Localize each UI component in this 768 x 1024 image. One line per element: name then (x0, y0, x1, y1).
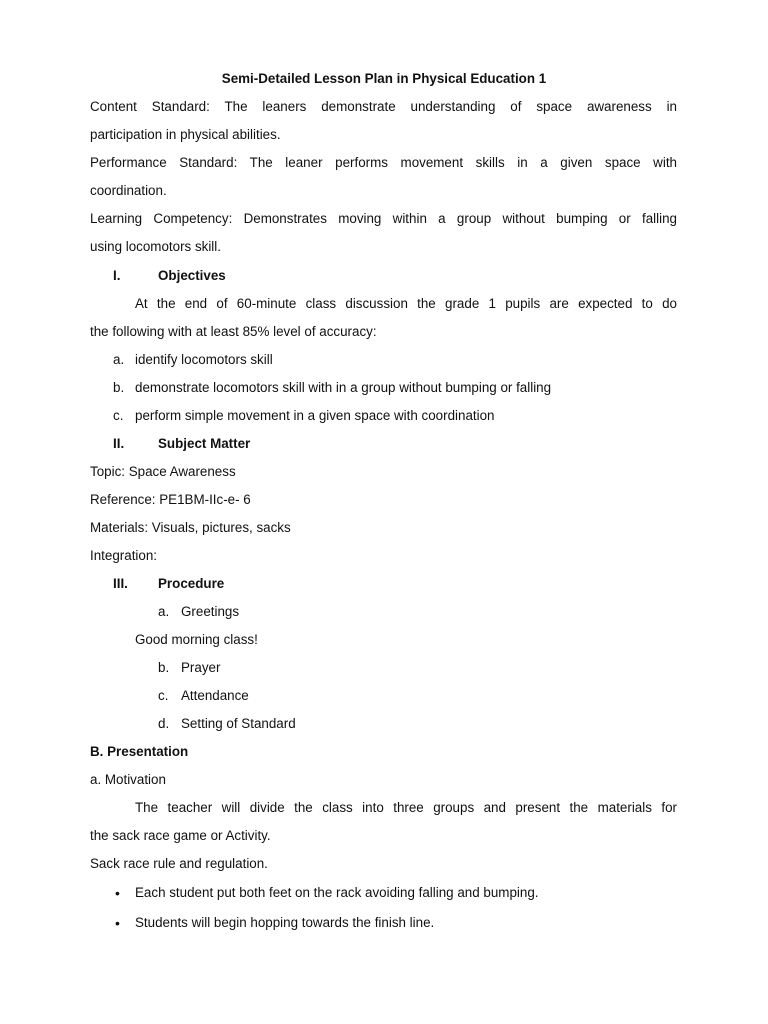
objective-item-a: identify locomotors skill (135, 352, 273, 367)
procedure-letter-d: d. (158, 716, 170, 731)
procedure-letter-c: c. (158, 688, 169, 703)
procedure-letter-a: a. (158, 604, 170, 619)
rules-title: Sack race rule and regulation. (90, 856, 268, 871)
objective-letter-b: b. (113, 380, 125, 395)
motivation-paragraph-line-1: The teacher will divide the class into three groups and present the materials for (135, 800, 677, 815)
subject-matter-number: II. (113, 436, 125, 451)
performance-standard-line-2: coordination. (90, 183, 167, 198)
objective-item-b: demonstrate locomotors skill with in a group without bumping or falling (135, 380, 552, 395)
objectives-heading: Objectives (158, 268, 226, 283)
procedure-heading: Procedure (158, 576, 225, 591)
objectives-intro-line-2: the following with at least 85% level of accuracy: (90, 324, 377, 339)
procedure-number: III. (113, 576, 128, 591)
motivation-paragraph-line-2: the sack race game or Activity. (90, 828, 271, 843)
procedure-step-attendance: Attendance (181, 688, 249, 703)
procedure-letter-b: b. (158, 660, 170, 675)
topic-line: Topic: Space Awareness (90, 464, 236, 479)
rule-item-1: Each student put both feet on the rack avoiding falling and bumping. (135, 885, 539, 900)
procedure-step-greetings: Greetings (181, 604, 240, 619)
performance-standard-line-1: Performance Standard: The leaner performs movement skills in a given space with (90, 155, 677, 170)
bullet-icon: • (115, 885, 120, 901)
greeting-line: Good morning class! (135, 632, 258, 647)
document-title: Semi-Detailed Lesson Plan in Physical Education 1 (221, 71, 547, 86)
procedure-step-setting-of-standard: Setting of Standard (181, 716, 296, 731)
objectives-number: I. (113, 268, 121, 283)
learning-competency-line-1: Learning Competency: Demonstrates moving within a group without bumping or falling (90, 211, 677, 226)
content-standard-line-2: participation in physical abilities. (90, 127, 281, 142)
objective-item-c: perform simple movement in a given space with coordination (135, 408, 495, 423)
objectives-intro-line-1: At the end of 60-minute class discussion the grade 1 pupils are expected to do (135, 296, 677, 311)
integration-line: Integration: (90, 548, 157, 563)
procedure-step-prayer: Prayer (181, 660, 221, 675)
rule-item-2: Students will begin hopping towards the finish line. (135, 915, 435, 930)
materials-line: Materials: Visuals, pictures, sacks (90, 520, 291, 535)
bullet-icon: • (115, 915, 120, 931)
reference-line: Reference: PE1BM-IIc-e- 6 (90, 492, 251, 507)
learning-competency-line-2: using locomotors skill. (90, 239, 221, 254)
content-standard-line-1: Content Standard: The leaners demonstrate understanding of space awareness in (90, 99, 677, 114)
objective-letter-c: c. (113, 408, 124, 423)
motivation-heading: a. Motivation (90, 772, 166, 787)
presentation-heading: B. Presentation (90, 744, 189, 759)
objective-letter-a: a. (113, 352, 125, 367)
subject-matter-heading: Subject Matter (158, 436, 251, 451)
